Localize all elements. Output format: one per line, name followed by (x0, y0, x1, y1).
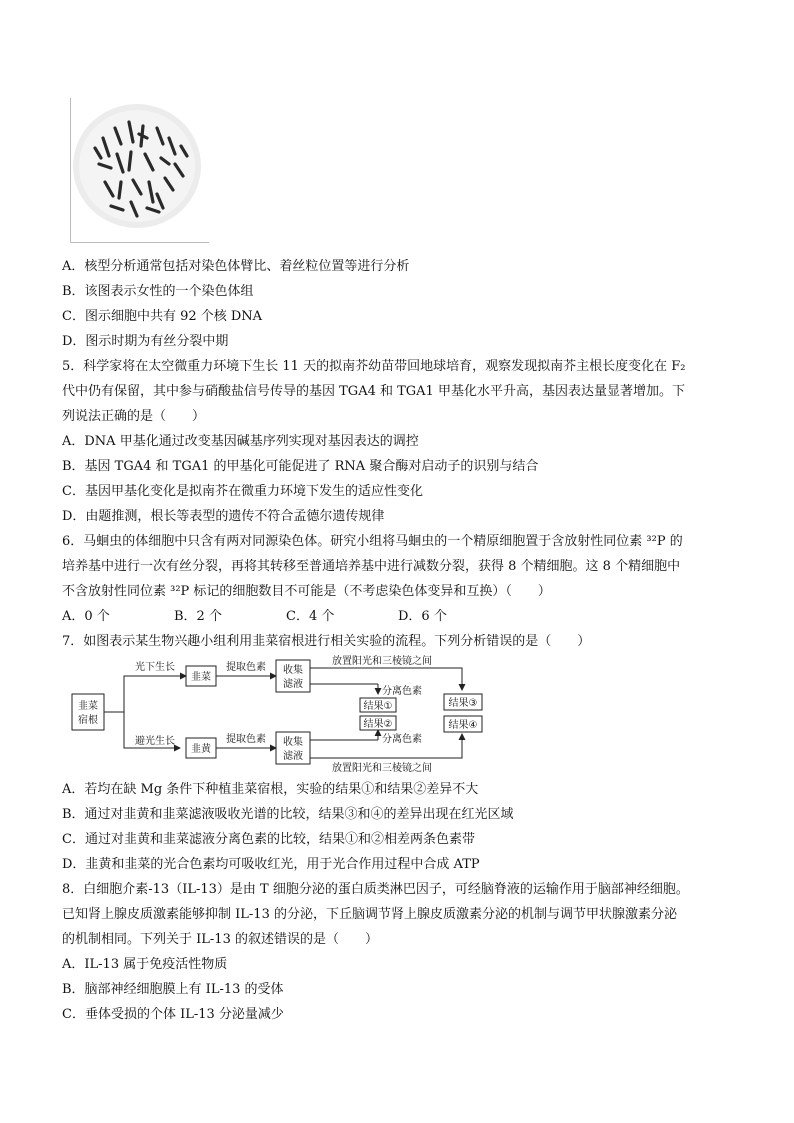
q8-stem-line-3: 的机制相同。下列关于 IL-13 的叙述错误的是（ ） (62, 932, 378, 947)
yellow-leek-label: 韭黄 (191, 744, 211, 755)
separate-label-top: 分离色素 (382, 686, 422, 697)
leek-label: 韭菜 (191, 672, 211, 683)
q7-option-a: A．若均在缺 Mg 条件下种植韭菜宿根，实验的结果①和结果②差异不大 (62, 782, 479, 797)
q8-stem-line-2: 已知肾上腺皮质激素能够抑制 IL-13 的分泌，下丘脑调节肾上腺皮质激素分泌的机制与调节甲状腺激素分泌 (62, 907, 677, 922)
q6-stem-line-3: 不含放射性同位素 ³²P 标记的细胞数目不可能是（不考虑染色体变异和互换）（ ） (62, 584, 551, 599)
top-branch-label: 光下生长 (135, 662, 175, 673)
chromosome-mark (119, 182, 121, 198)
q5-option-d: D．由题推测，根长等表型的遗传不符合孟德尔遗传规律 (62, 509, 385, 524)
root-label-2: 宿根 (78, 715, 98, 726)
q8-option-c: C．垂体受损的个体 IL-13 分泌量减少 (62, 1007, 284, 1022)
q6-option-d: D．6 个 (398, 609, 447, 624)
extract-label-bottom: 提取色素 (226, 734, 266, 745)
q6-options-row (62, 608, 510, 626)
prism-label-top: 放置阳光和三棱镜之间 (332, 656, 432, 667)
q8-stem-line-1: 8．白细胞介素-13（IL-13）是由 T 细胞分泌的蛋白质类淋巴因子，可经脑脊液的运输作用于脑部神经细胞。 (62, 882, 689, 897)
q6-option-c: C．4 个 (286, 609, 335, 624)
result-1-label: 结果① (363, 701, 393, 712)
q7-option-b: B．通过对韭黄和韭菜滤液吸收光谱的比较，结果③和④的差异出现在红光区域 (62, 807, 514, 822)
q5-stem-line-1: 5．科学家将在太空微重力环境下生长 11 天的拟南芥幼苗带回地球培育，观察发现拟南芥主根长度变化在 F₂ (62, 359, 686, 374)
collect-top-1: 收集 (283, 665, 303, 676)
q4-option-b: B．该图表示女性的一个染色体组 (62, 284, 254, 299)
bottom-branch-label: 避光生长 (135, 736, 175, 747)
q8-option-a: A．IL-13 属于免疫活性物质 (62, 957, 228, 972)
collect-top-2: 滤液 (283, 679, 303, 690)
q7-option-d: D．韭黄和韭菜的光合色素均可吸收红光，用于光合作用过程中合成 ATP (62, 857, 480, 872)
result-3-label: 结果③ (448, 698, 478, 709)
q7-stem: 7．如图表示某生物兴趣小组利用韭菜宿根进行相关实验的流程。下列分析错误的是（ ） (62, 634, 591, 649)
q5-option-b: B．基因 TGA4 和 TGA1 的甲基化可能促进了 RNA 聚合酶对启动子的识别与结合 (62, 459, 539, 474)
q6-option-b: B．2 个 (174, 609, 222, 624)
separate-label-bottom: 分离色素 (382, 734, 422, 745)
q5-stem-line-2: 代中仍有保留，其中参与硝酸盐信号传导的基因 TGA4 和 TGA1 甲基化水平升高，基因表达量显著增加。下 (62, 384, 685, 399)
q5-stem-line-3: 列说法正确的是（ ） (62, 409, 206, 424)
q4-option-c: C．图示细胞中共有 92 个核 DNA (62, 309, 263, 324)
prism-label-bottom: 放置阳光和三棱镜之间 (332, 763, 432, 774)
q6-stem-line-2: 培养基中进行一次有丝分裂，再将其转移至普通培养基中进行减数分裂，获得 8 个精细胞。这 8 个精细胞中 (62, 559, 681, 574)
q8-option-b: B．脑部神经细胞膜上有 IL-13 的受体 (62, 982, 284, 997)
collect-bottom-1: 收集 (283, 737, 303, 748)
q7-option-c: C．通过对韭黄和韭菜滤液分离色素的比较，结果①和②相差两条色素带 (62, 832, 475, 847)
q4-option-d: D．图示时期为有丝分裂中期 (62, 334, 229, 349)
extract-label-top: 提取色素 (226, 662, 266, 673)
q5-option-c: C．基因甲基化变化是拟南芥在微重力环境下发生的适应性变化 (62, 484, 423, 499)
collect-bottom-2: 滤液 (283, 751, 303, 762)
q4-option-a: A．核型分析通常包括对染色体臂比、着丝粒位置等进行分析 (62, 259, 410, 274)
q6-option-a: A．0 个 (62, 609, 110, 624)
result-2-label: 结果② (363, 719, 393, 730)
experiment-flow-diagram (62, 654, 490, 776)
q6-stem-line-1: 6．马蛔虫的体细胞中只含有两对同源染色体。研究小组将马蛔虫的一个精原细胞置于含放射性同位素 ³²P 的 (62, 534, 683, 549)
result-4-label: 结果④ (448, 720, 478, 731)
chromosome-mark (129, 152, 131, 170)
karyotype-image (70, 98, 209, 243)
q5-option-a: A．DNA 甲基化通过改变基因碱基序列实现对基因表达的调控 (62, 434, 419, 449)
root-label-1: 韭菜 (78, 701, 98, 712)
